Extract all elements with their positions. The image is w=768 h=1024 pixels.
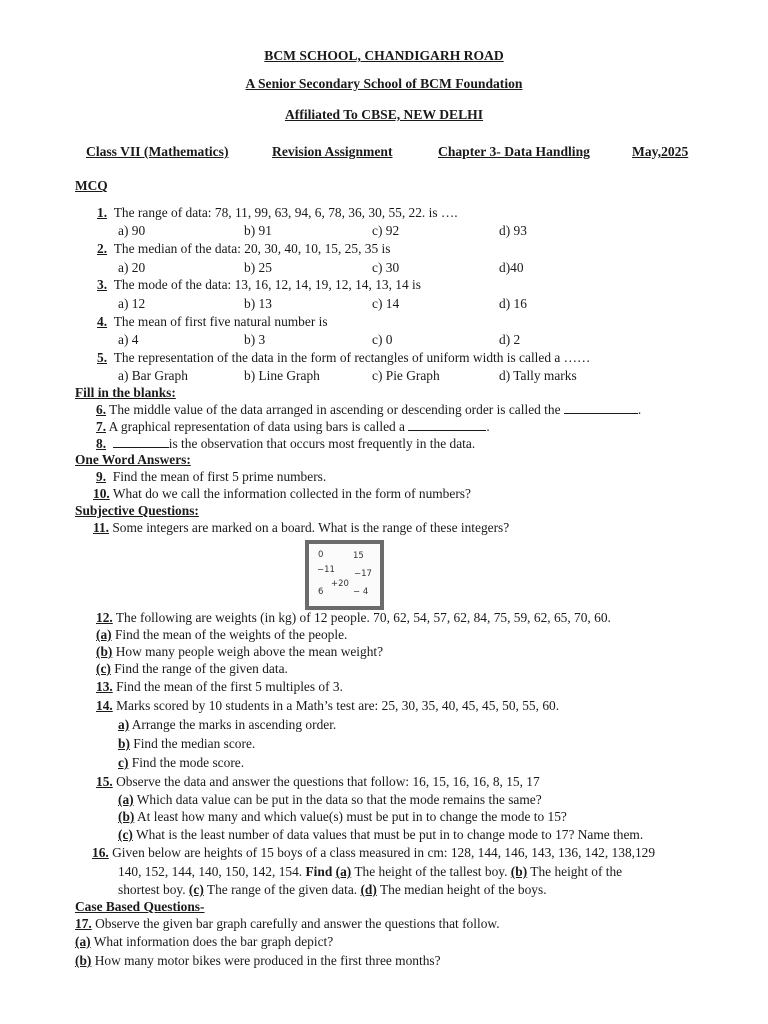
fill-blanks-heading: Fill in the blanks: xyxy=(75,385,176,400)
question-number: 8. xyxy=(96,436,107,451)
question-text: The middle value of the data arranged in ascending or descending order is called the xyxy=(106,402,564,417)
option-d: d) Tally marks xyxy=(499,368,577,383)
board-number: −11 xyxy=(317,565,335,575)
question-number: 15. xyxy=(96,774,113,789)
sub-text: Find the mode score. xyxy=(128,755,245,770)
question-number: 9. xyxy=(96,469,107,484)
sub-label: (a) xyxy=(75,934,91,949)
question-16-line-2 xyxy=(118,865,622,878)
option-b: b) 3 xyxy=(244,332,266,347)
option-b: b) 91 xyxy=(244,223,272,238)
question-14c xyxy=(118,756,244,769)
sub-text: How many people weigh above the mean weight? xyxy=(112,644,384,659)
option-a: a) Bar Graph xyxy=(118,368,188,383)
school-name: BCM SCHOOL, CHANDIGARH ROAD xyxy=(264,48,504,63)
option-d: d) 16 xyxy=(499,296,527,311)
subjective-question-15 xyxy=(96,775,540,788)
question-number: 1. xyxy=(97,205,108,220)
board-number: 0 xyxy=(318,550,324,560)
question-number: 14. xyxy=(96,698,113,713)
question-14a xyxy=(118,718,336,731)
option-c: c) Pie Graph xyxy=(372,368,440,383)
question-12c xyxy=(96,662,288,675)
question-text: Observe the data and answer the questions that follow: 16, 15, 16, 16, 8, 15, 17 xyxy=(112,774,540,789)
sub-text: What is the least number of data values that must be put in to change mode to 17? Name them. xyxy=(132,827,644,842)
sub-label: (b) xyxy=(118,809,135,824)
subjective-heading: Subjective Questions: xyxy=(75,503,199,518)
case-based-heading: Case Based Questions- xyxy=(75,899,205,914)
sub-label: (a) xyxy=(96,627,112,642)
question-text: Find the mean of the first 5 multiples of 3. xyxy=(112,679,343,694)
question-text: Some integers are marked on a board. What is the range of these integers? xyxy=(109,520,510,535)
class-label: Class VII (Mathematics) xyxy=(86,144,229,159)
board-number: − 4 xyxy=(353,587,369,597)
question-number: 7. xyxy=(96,419,107,434)
option-b: b) Line Graph xyxy=(244,368,320,383)
question-15c xyxy=(118,828,643,841)
sub-text: Which data value can be put in the data so that the mode remains the same? xyxy=(133,792,542,807)
sub-text: How many motor bikes were produced in the first three months? xyxy=(91,953,441,968)
sub-text: Arrange the marks in ascending order. xyxy=(129,717,337,732)
option-c: c) 0 xyxy=(372,332,393,347)
question-12b xyxy=(96,645,383,658)
sub-label: (c) xyxy=(188,882,204,897)
sub-label: (b) xyxy=(510,864,528,879)
option-d: d)40 xyxy=(499,260,524,275)
question-text: What do we call the information collected in the form of numbers? xyxy=(109,486,471,501)
question-number: 3. xyxy=(97,277,108,292)
option-d: d) 93 xyxy=(499,223,527,238)
sub-label: a) xyxy=(118,717,130,732)
case-question-17 xyxy=(75,917,500,930)
question-12a xyxy=(96,628,347,641)
sub-text: What information does the bar graph depict? xyxy=(90,934,334,949)
board-number: +20 xyxy=(331,579,349,589)
option-a: a) 90 xyxy=(118,223,146,238)
sub-text: The height of the tallest boy. xyxy=(351,864,511,879)
sub-label: (d) xyxy=(360,882,377,897)
sub-text: At least how many and which value(s) must be put in to change the mode to 15? xyxy=(134,809,567,824)
question-end: . xyxy=(637,402,642,417)
question-text: is the observation that occurs most frequently in the data. xyxy=(168,436,476,451)
subjective-question-13 xyxy=(96,680,343,693)
question-text: shortest boy. xyxy=(118,882,189,897)
board-number: 6 xyxy=(318,587,324,597)
affiliation-line: Affiliated To CBSE, NEW DELHI xyxy=(284,107,484,122)
sub-text: The median height of the boys. xyxy=(376,882,547,897)
question-text: The mode of the data: 13, 16, 12, 14, 19, 12, 14, 13, 14 is xyxy=(113,277,421,292)
sub-label: c) xyxy=(118,755,129,770)
answer-blank xyxy=(564,403,638,414)
sub-label: (b) xyxy=(75,953,92,968)
board-number: −17 xyxy=(354,569,372,579)
question-number: 16. xyxy=(92,845,109,860)
subjective-question-12 xyxy=(96,611,611,624)
question-text: The median of the data: 20, 30, 40, 10, 15, 25, 35 is xyxy=(113,241,391,256)
question-14b xyxy=(118,737,255,750)
question-text: The following are weights (in kg) of 12 people. 70, 62, 54, 57, 62, 84, 75, 59, 62, 65, 70, 60. xyxy=(112,610,611,625)
sub-text: Find the mean of the weights of the people. xyxy=(111,627,348,642)
find-label: Find xyxy=(305,864,333,879)
integer-board-image xyxy=(305,540,384,610)
option-d: d) 2 xyxy=(499,332,521,347)
question-text: The mean of first five natural number is xyxy=(113,314,328,329)
option-b: b) 25 xyxy=(244,260,272,275)
question-text: A graphical representation of data using bars is called a xyxy=(106,419,409,434)
question-text: 140, 152, 144, 140, 150, 142, 154. xyxy=(118,864,306,879)
option-c: c) 92 xyxy=(372,223,400,238)
question-text: The range of data: 78, 11, 99, 63, 94, 6, 78, 36, 30, 55, 22. is …. xyxy=(113,205,458,220)
fill-question-7 xyxy=(96,420,490,433)
question-number: 5. xyxy=(97,350,108,365)
mcq-question-3 xyxy=(97,278,421,291)
sub-label: (a) xyxy=(335,864,352,879)
sub-label: (a) xyxy=(118,792,134,807)
mcq-question-4 xyxy=(97,315,328,328)
question-17a xyxy=(75,935,333,948)
question-15b xyxy=(118,810,567,823)
sub-text: Find the range of the given data. xyxy=(110,661,288,676)
question-number: 11. xyxy=(93,520,109,535)
option-c: c) 14 xyxy=(372,296,400,311)
option-b: b) 13 xyxy=(244,296,272,311)
sub-text: Find the median score. xyxy=(129,736,256,751)
mcq-heading: MCQ xyxy=(75,178,108,193)
question-number: 13. xyxy=(96,679,113,694)
sub-label: b) xyxy=(118,736,130,751)
sub-label: (c) xyxy=(118,827,133,842)
question-text: Marks scored by 10 students in a Math’s test are: 25, 30, 35, 40, 45, 45, 50, 55, 60. xyxy=(112,698,560,713)
fill-question-6 xyxy=(96,403,641,416)
question-text: Observe the given bar graph carefully and answer the questions that follow. xyxy=(91,916,500,931)
question-text: Find the mean of first 5 prime numbers. xyxy=(112,469,327,484)
question-number: 12. xyxy=(96,610,113,625)
board-number: 15 xyxy=(353,551,364,561)
chapter-label: Chapter 3- Data Handling xyxy=(438,144,590,159)
mcq-question-1 xyxy=(97,206,458,219)
question-16-line-3 xyxy=(118,883,547,896)
option-c: c) 30 xyxy=(372,260,400,275)
mcq-question-5 xyxy=(97,351,590,364)
question-number: 10. xyxy=(93,486,110,501)
question-text: The representation of the data in the form of rectangles of uniform width is called a …… xyxy=(113,350,591,365)
mcq-question-2 xyxy=(97,242,390,255)
sub-label: (c) xyxy=(96,661,111,676)
subjective-question-16 xyxy=(92,846,655,859)
subjective-question-11 xyxy=(93,521,509,534)
sub-text: The range of the given data. xyxy=(203,882,361,897)
question-number: 6. xyxy=(96,402,107,417)
question-number: 2. xyxy=(97,241,108,256)
one-word-heading: One Word Answers: xyxy=(75,452,191,467)
option-a: a) 20 xyxy=(118,260,146,275)
one-word-question-9 xyxy=(96,470,326,483)
subjective-question-14 xyxy=(96,699,559,712)
answer-blank xyxy=(408,420,486,431)
one-word-question-10 xyxy=(93,487,471,500)
question-15a xyxy=(118,793,542,806)
foundation-line: A Senior Secondary School of BCM Foundation xyxy=(245,76,523,91)
date-label: May,2025 xyxy=(632,144,689,159)
sub-label: (b) xyxy=(96,644,113,659)
sub-text: The height of the xyxy=(527,864,623,879)
option-a: a) 12 xyxy=(118,296,146,311)
fill-question-8 xyxy=(96,437,475,450)
answer-blank xyxy=(113,437,169,448)
option-a: a) 4 xyxy=(118,332,139,347)
assignment-label: Revision Assignment xyxy=(272,144,393,159)
question-text: Given below are heights of 15 boys of a class measured in cm: 128, 144, 146, 143, 136, 142, 138,129 xyxy=(108,845,656,860)
question-number: 17. xyxy=(75,916,92,931)
question-number: 4. xyxy=(97,314,108,329)
question-17b xyxy=(75,954,441,967)
question-end: . xyxy=(486,419,490,434)
